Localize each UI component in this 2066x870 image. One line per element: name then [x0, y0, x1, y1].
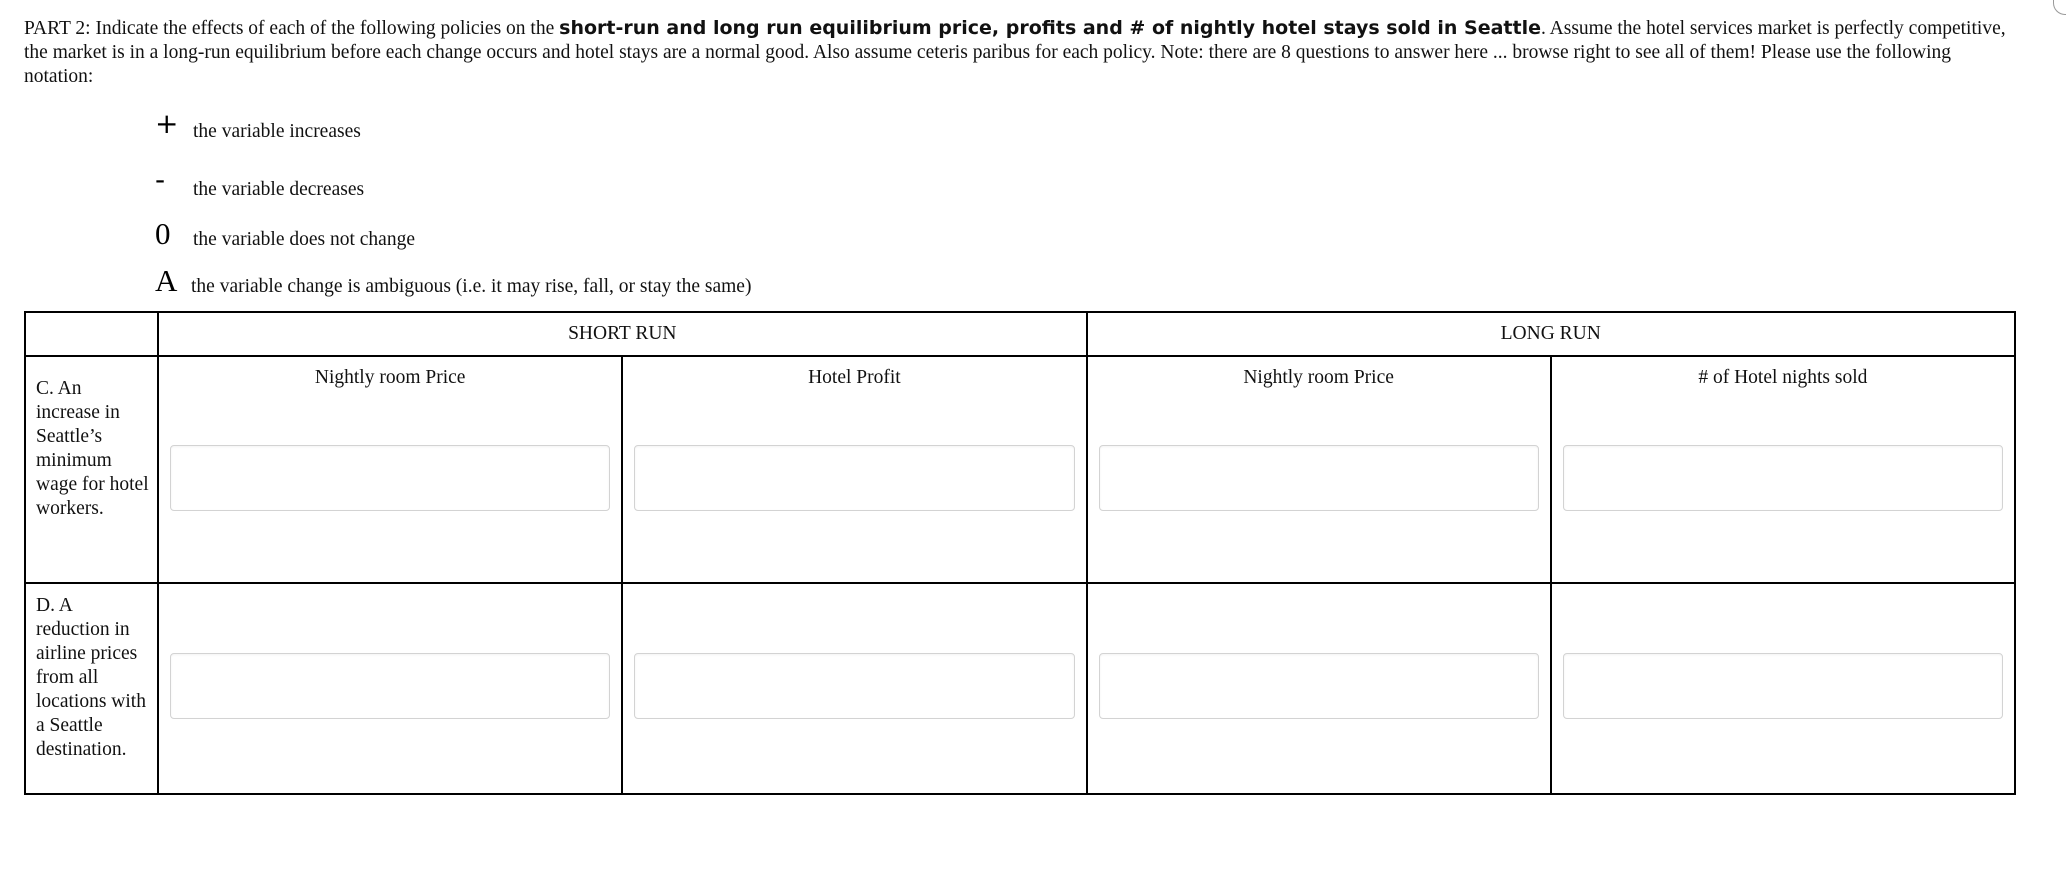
- col-header-sr-price: Nightly room Price: [158, 356, 622, 399]
- cell-d-sr-price: [158, 583, 622, 794]
- column-header-row: [25, 356, 2015, 399]
- answer-input-d-sr-profit[interactable]: [634, 653, 1074, 719]
- cell-c-lr-nights: [1551, 399, 2015, 583]
- col-header-lr-nights: # of Hotel nights sold: [1551, 356, 2015, 399]
- answer-table: [24, 311, 2016, 795]
- short-run-header: SHORT RUN: [158, 312, 1086, 356]
- col-header-sr-profit: Hotel Profit: [622, 356, 1086, 399]
- answer-input-c-sr-price[interactable]: [170, 445, 610, 511]
- notation-decrease-text: the variable decreases: [193, 179, 365, 200]
- plus-symbol: +: [155, 107, 179, 140]
- answer-input-c-lr-nights[interactable]: [1563, 445, 2003, 511]
- cell-c-lr-price: [1087, 399, 1551, 583]
- long-run-header: LONG RUN: [1087, 312, 2015, 356]
- notation-no-change-text: the variable does not change: [193, 229, 415, 250]
- answer-input-d-sr-price[interactable]: [170, 653, 610, 719]
- answer-input-d-lr-price[interactable]: [1099, 653, 1539, 719]
- answer-input-d-lr-nights[interactable]: [1563, 653, 2003, 719]
- group-header-row: [25, 312, 2015, 356]
- cell-c-sr-price: [158, 399, 622, 583]
- row-label-d: D. A reduction in airline prices from all locations with a Seattle destination.: [25, 583, 158, 794]
- minus-symbol: -: [155, 163, 166, 196]
- answer-input-c-sr-profit[interactable]: [634, 445, 1074, 511]
- instructions-bold: short-run and long run equilibrium price, profits and # of nightly hotel stays sold in Seattle: [559, 17, 1541, 39]
- table-row-d: [25, 583, 2015, 794]
- cell-d-sr-profit: [622, 583, 1086, 794]
- window-edge-marker: [2053, 0, 2066, 15]
- notation-increase-text: the variable increases: [193, 121, 361, 142]
- row-label-c: C. An increase in Seattle’s minimum wage for hotel workers.: [25, 356, 158, 583]
- a-symbol: A: [155, 263, 178, 298]
- corner-cell: [25, 312, 158, 356]
- zero-symbol: 0: [155, 216, 171, 251]
- cell-d-lr-nights: [1551, 583, 2015, 794]
- instructions-paragraph: [24, 16, 2014, 89]
- cell-d-lr-price: [1087, 583, 1551, 794]
- answer-input-c-lr-price[interactable]: [1099, 445, 1539, 511]
- instructions-tail: . Assume the hotel services market is perfectly competitive, the market is in a long-run equilibrium before each change occurs and hotel stays are a normal good. Also assume ceteris paribus for each policy. Note: there are 8 questions to answer here ... browse right to see all of them! Please use the following notation:: [24, 18, 2006, 87]
- cell-c-sr-profit: [622, 399, 1086, 583]
- col-header-lr-price: Nightly room Price: [1087, 356, 1551, 399]
- notation-ambiguous-text: the variable change is ambiguous (i.e. it may rise, fall, or stay the same): [191, 276, 752, 297]
- instructions-lead: PART 2: Indicate the effects of each of the following policies on the: [24, 18, 560, 39]
- table-row-c: [25, 399, 2015, 583]
